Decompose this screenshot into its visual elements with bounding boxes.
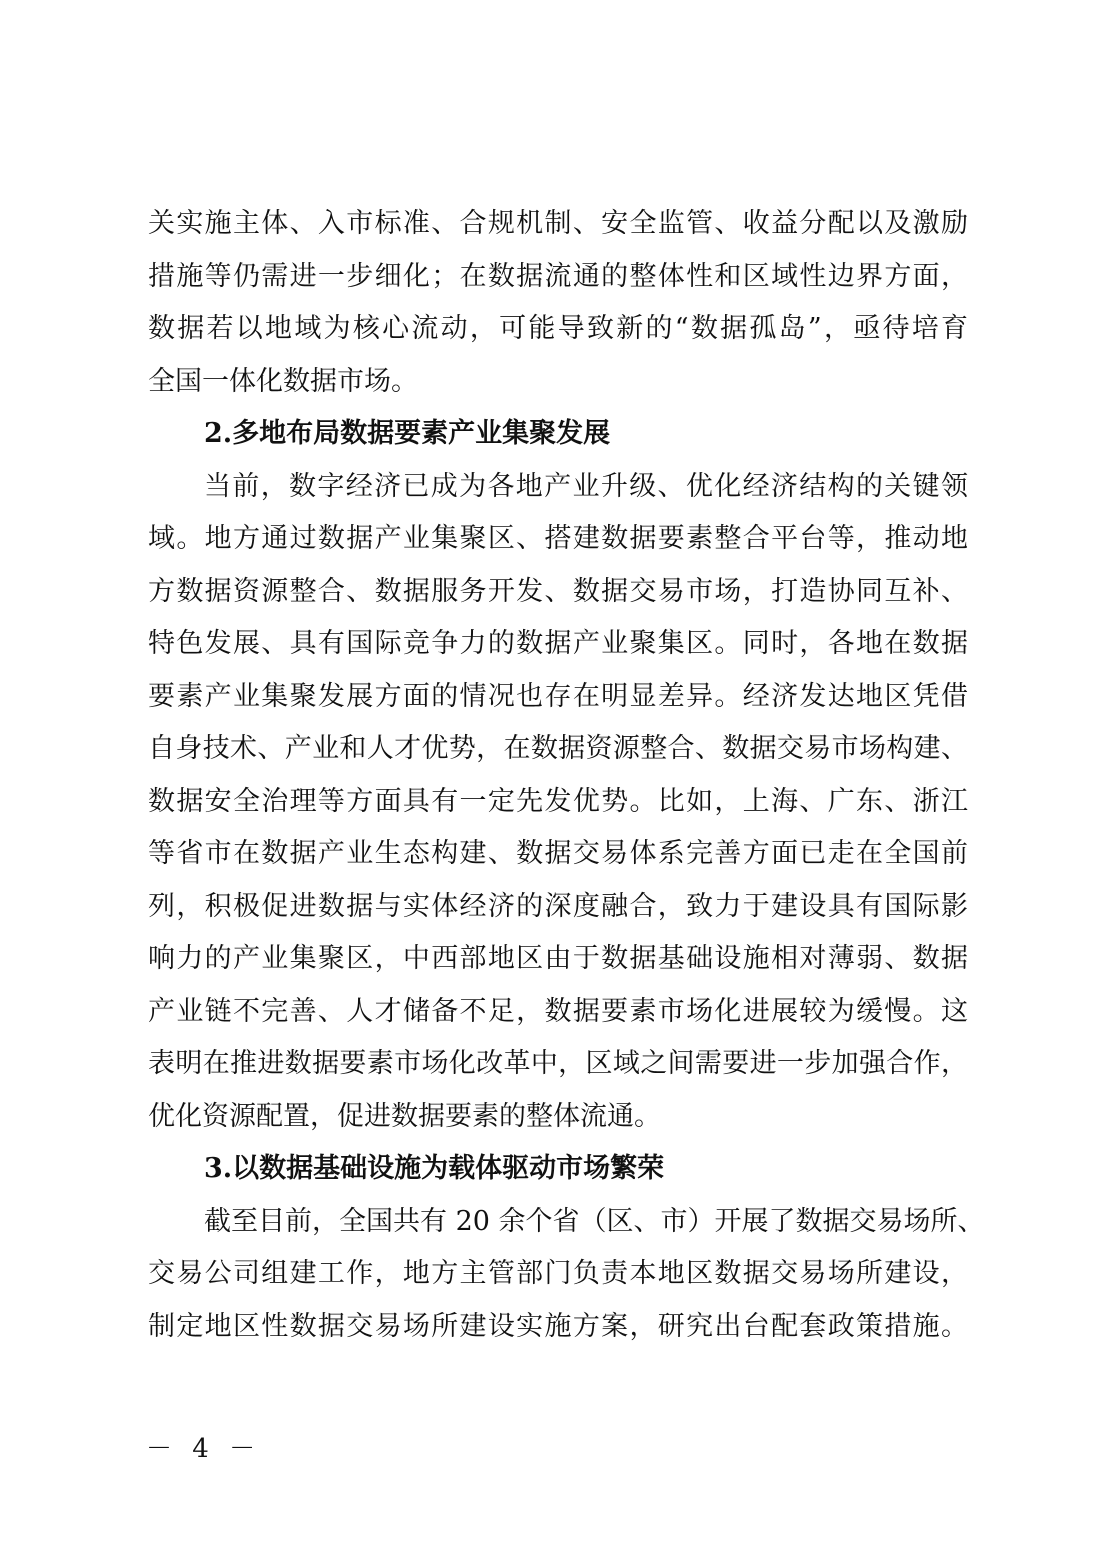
paragraph-line: 数据若以地域为核心流动，可能导致新的“数据孤岛”，亟待培育 xyxy=(148,313,968,344)
paragraph-line: 产业链不完善、人才储备不足，数据要素市场化进展较为缓慢。这 xyxy=(148,995,968,1027)
paragraph-line: 表明在推进数据要素市场化改革中，区域之间需要进一步加强合作， xyxy=(148,1048,968,1079)
paragraph-line: 关实施主体、入市标准、合规机制、安全监管、收益分配以及激励 xyxy=(148,208,968,239)
paragraph-line: 特色发展、具有国际竞争力的数据产业聚集区。同时，各地在数据 xyxy=(148,628,968,659)
paragraph-line: 措施等仍需进一步细化；在数据流通的整体性和区域性边界方面， xyxy=(148,260,968,292)
paragraph-line: 响力的产业集聚区，中西部地区由于数据基础设施相对薄弱、数据 xyxy=(148,943,968,974)
paragraph-line: 要素产业集聚发展方面的情况也存在明显差异。经济发达地区凭借 xyxy=(148,680,968,712)
paragraph-line: 域。地方通过数据产业集聚区、搭建数据要素整合平台等，推动地 xyxy=(148,523,968,554)
body-text xyxy=(148,198,985,1353)
paragraph-line: 等省市在数据产业生态构建、数据交易体系完善方面已走在全国前 xyxy=(148,838,968,869)
paragraph-line: 制定地区性数据交易场所建设实施方案，研究出台配套政策措施。 xyxy=(148,1310,968,1342)
paragraph-line: 自身技术、产业和人才优势，在数据资源整合、数据交易市场构建、 xyxy=(148,733,968,764)
section-heading-3: 3.以数据基础设施为载体驱动市场繁荣 xyxy=(204,1153,665,1184)
paragraph-line: 当前，数字经济已成为各地产业升级、优化经济结构的关键领 xyxy=(204,470,968,502)
paragraph-line: 优化资源配置，促进数据要素的整体流通。 xyxy=(148,1100,661,1132)
section-heading-2: 2.多地布局数据要素产业集聚发展 xyxy=(204,418,611,449)
paragraph-line: 方数据资源整合、数据服务开发、数据交易市场，打造协同互补、 xyxy=(148,575,968,607)
page-number: － 4 － xyxy=(146,1434,262,1464)
paragraph-line: 列，积极促进数据与实体经济的深度融合，致力于建设具有国际影 xyxy=(148,890,968,922)
paragraph-line: 数据安全治理等方面具有一定先发优势。比如，上海、广东、浙江 xyxy=(148,785,968,817)
paragraph-line: 截至目前，全国共有 20 余个省（区、市）开展了数据交易场所、 xyxy=(204,1205,985,1237)
paragraph-line: 全国一体化数据市场。 xyxy=(148,365,418,397)
paragraph-line: 交易公司组建工作，地方主管部门负责本地区数据交易场所建设， xyxy=(148,1258,968,1289)
